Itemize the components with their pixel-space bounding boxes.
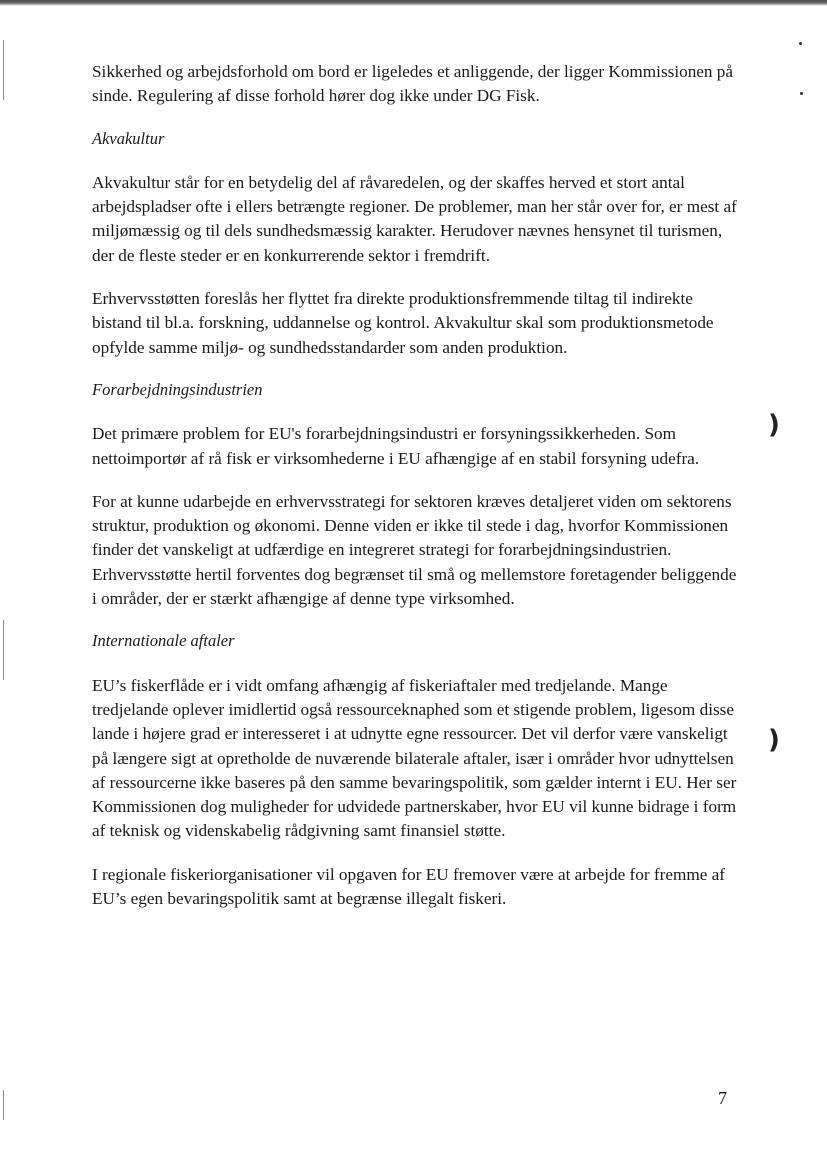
paragraph: For at kunne udarbejde en erhvervsstrategi for sektoren kræves detaljeret viden om sektorens struktur, produktion og økonomi. Denne viden er ikke til stede i dag, hvorfor Kommissionen finder det vanskeligt at udfærdige en integreret strategi for forarbejdningsindustrien. Erhvervsstøtte hertil forventes dog begrænset til små og mellemstore foretagender beliggende i områder, der er stærkt afhængige af denne type virksomhed.: [92, 491, 737, 609]
scan-top-edge: [0, 0, 827, 6]
paragraph: Sikkerhed og arbejdsforhold om bord er ligeledes et anliggende, der ligger Kommissionen på sinde. Regulering af disse forhold hører dog ikke under DG Fisk.: [92, 62, 734, 106]
paragraph: I regionale fiskeriorganisationer vil opgaven for EU fremover være at arbejde for fremme af EU’s egen bevaringspolitik samt at begrænse illegalt fiskeri.: [92, 864, 725, 909]
scan-left-edge: [3, 40, 4, 100]
page-number: 7: [718, 1088, 727, 1108]
section-heading-internationale-aftaler: Internationale aftaler: [92, 631, 235, 651]
paragraph: Akvakultur står for en betydelig del af råvaredelen, og der skaffes herved et stort antal arbejdspladser ofte i ellers betrængte regioner. De problemer, man her står over for, er mest af miljømæssig og til dels sundhedsmæssig karakter. Herudover nævnes hensynet til turismen, der de fleste steder er en konkurrerende sektor i fremdrift.: [92, 172, 737, 265]
paragraph: EU’s fiskerflåde er i vidt omfang afhængig af fiskeriaftaler med tredjelande. Mange tredjelande oplever imidlertid også ressourceknaphed som et stigende problem, ligesom disse lande i højere grad er interesseret i at udnytte egne ressourcer. Det vil derfor være vanskeligt på længere sigt at opretholde de nuværende bilaterale aftaler, især i områder hvor udnyttelsen af ressourcerne ikke baseres på den samme bevaringspolitik, som gælder internt i EU. Her ser Kommissionen dog muligheder for udvidede partnerskaber, hvor EU vil kunne bidrage i form af teknisk og videnskabelig rådgivning samt finansiel støtte.: [92, 675, 737, 841]
scan-left-edge: [3, 620, 4, 680]
punch-hole-mark: ): [768, 725, 780, 755]
document-page: [92, 60, 742, 911]
scan-dot: [799, 42, 802, 45]
paragraph: Erhvervsstøtten foreslås her flyttet fra direkte produktionsfremmende tiltag til indirekte bistand til bl.a. forskning, uddannelse og kontrol. Akvakultur skal som produktionsmetode opfylde samme miljø- og sundhedsstandarder som anden produktion.: [92, 289, 714, 357]
section-heading-forarbejdningsindustrien: Forarbejdningsindustrien: [92, 379, 263, 399]
scan-left-edge: [3, 1090, 4, 1120]
paragraph: Det primære problem for EU's forarbejdningsindustri er forsyningssikkerheden. Som nettoimportør af rå fisk er virksomhederne i EU afhængige af en stabil forsyning udefra.: [92, 424, 700, 468]
section-heading-akvakultur: Akvakultur: [92, 128, 165, 148]
scan-dot: [800, 92, 803, 95]
punch-hole-mark: ): [768, 410, 780, 440]
